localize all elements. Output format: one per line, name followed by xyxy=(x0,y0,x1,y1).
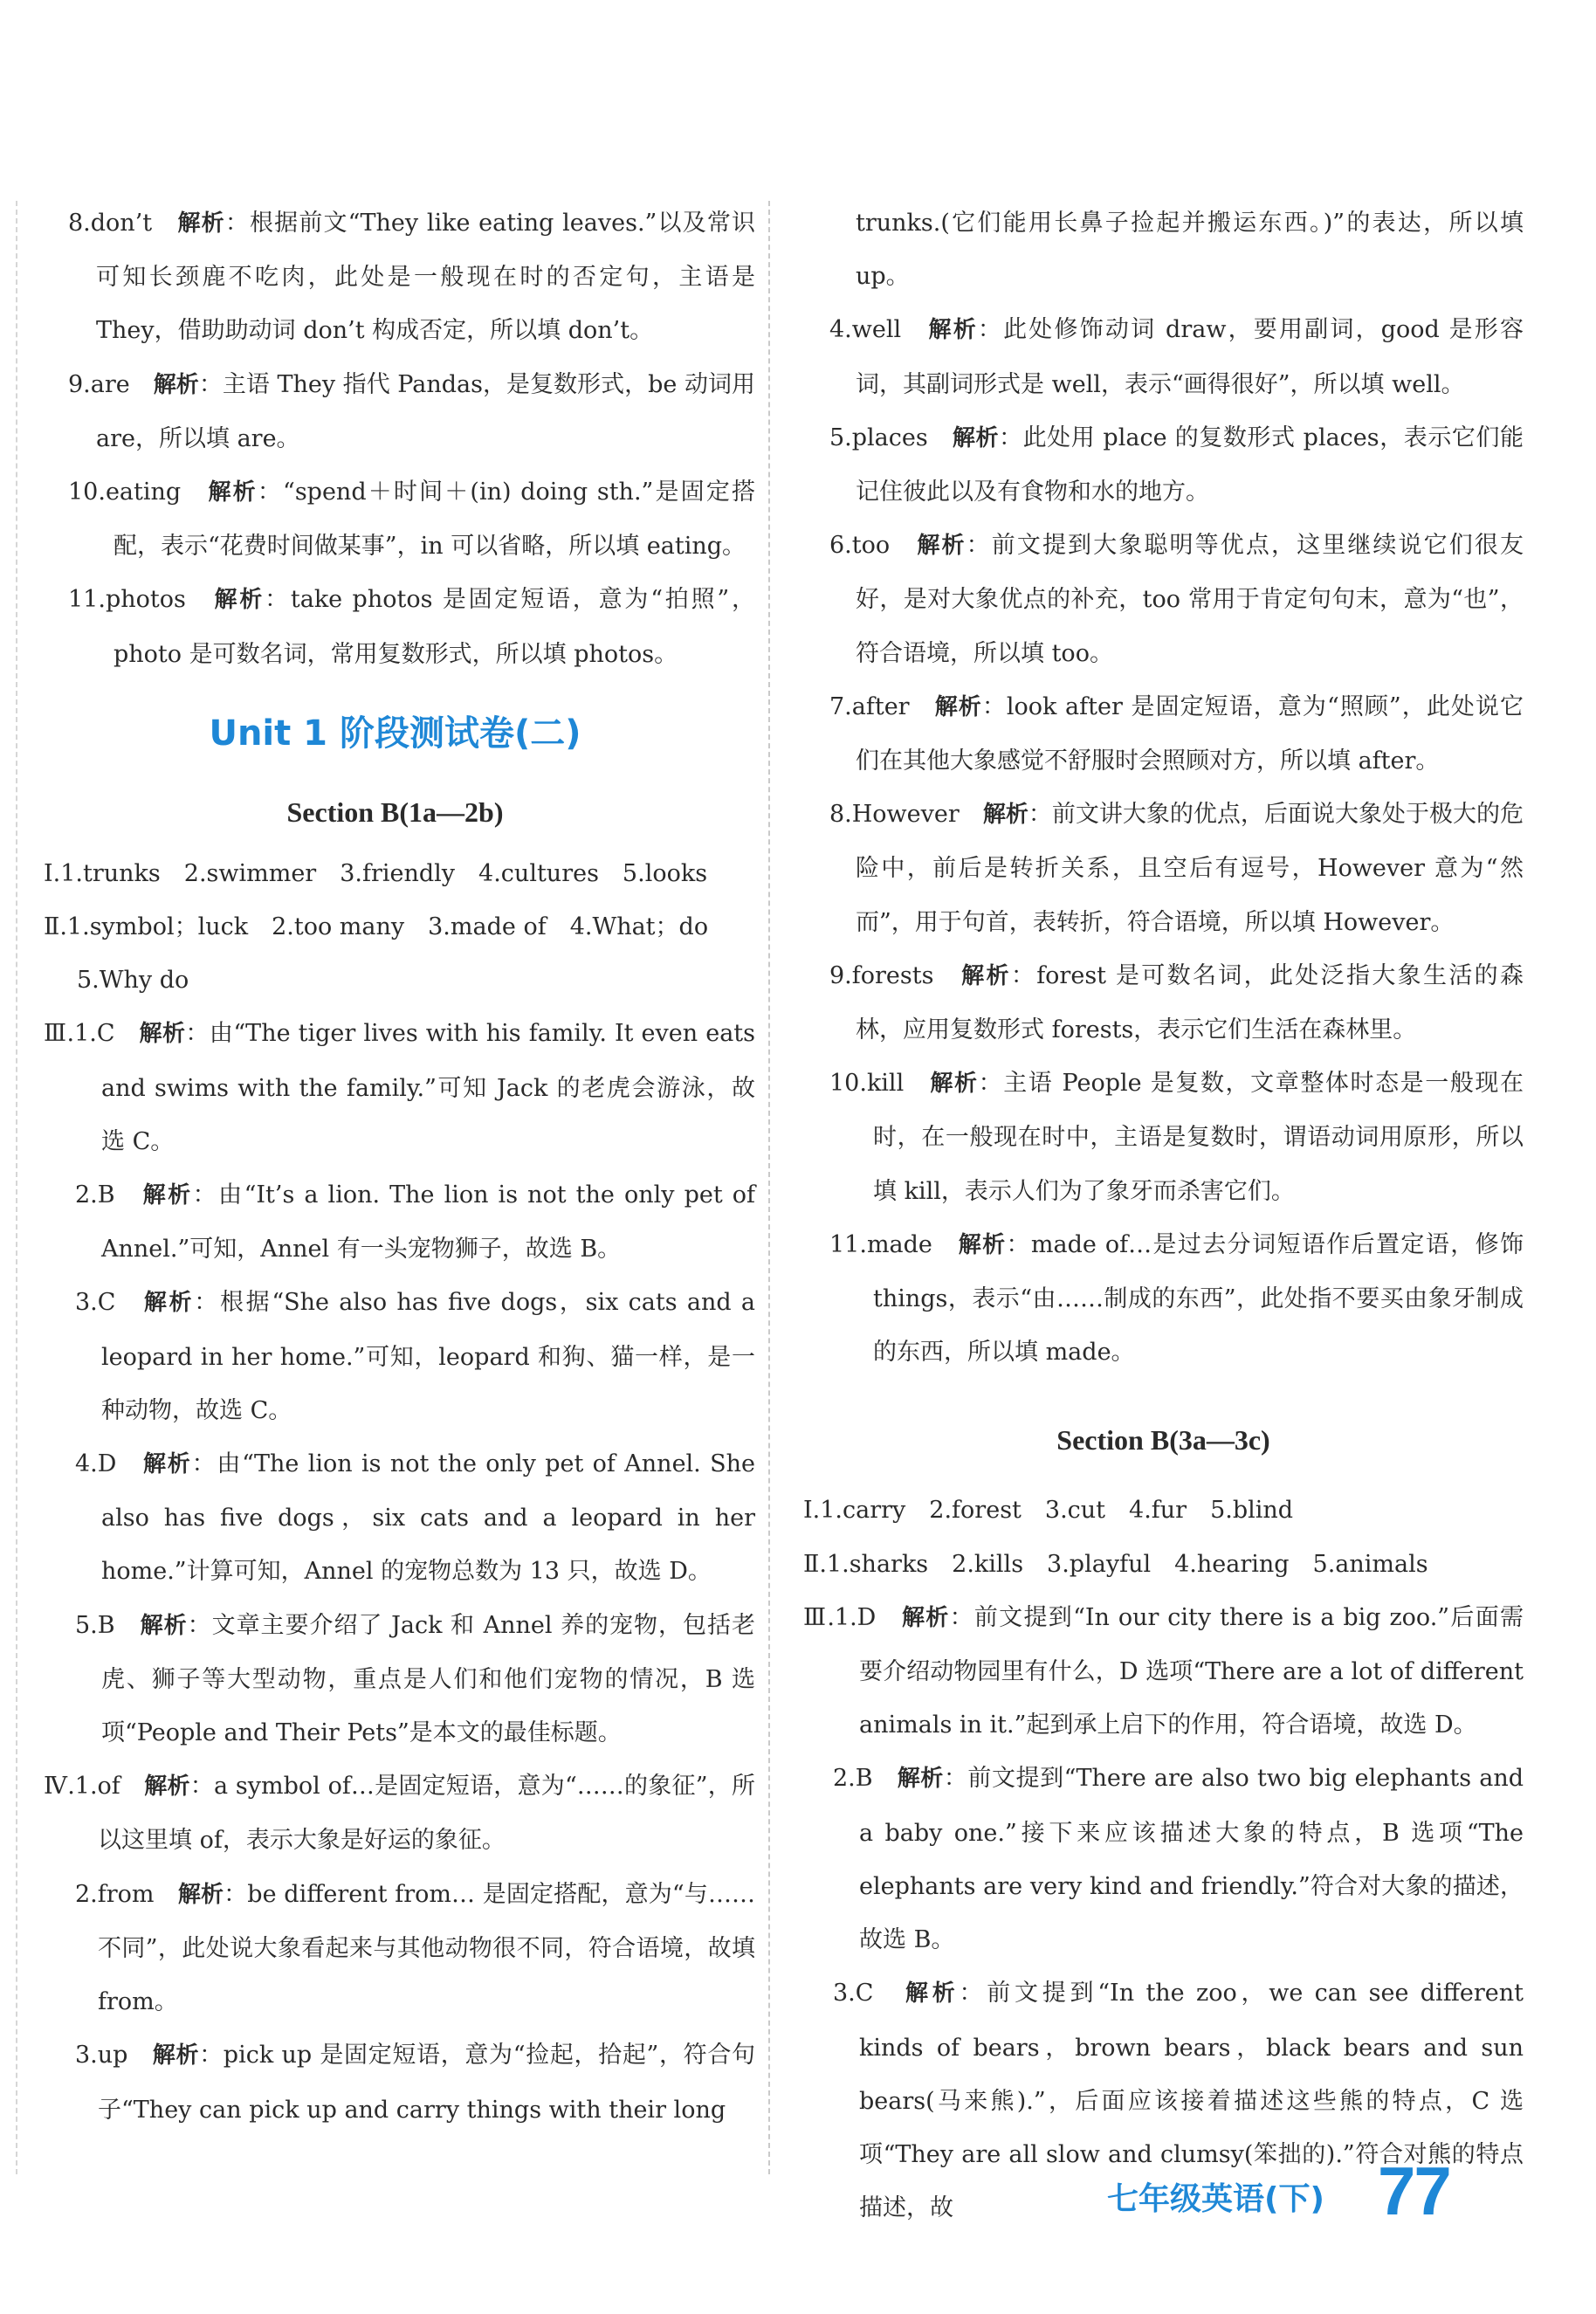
answer-item: 10.kill 解析：主语 People 是复数，文章整体时态是一般现在时，在一般现在时中，主语是复数时，谓语动词用原形，所以填 kill，表示人们为了象牙而杀害它们。 xyxy=(829,1070,1524,1205)
answer-item: Ⅲ.1.C 解析：由“The tiger lives with his family. It even eats and swims with the family.”可知 Jack 的老虎会游泳，故选 C。 xyxy=(44,1020,755,1155)
answer-item: 3.C 解析：根据“She also has five dogs，six cats and a leopard in her home.”可知，leopard 和狗、猫一样，是一种动物，故选 C。 xyxy=(75,1289,755,1424)
part-1-answers: Ⅰ.1.trunks 2.swimmer 3.friendly 4.cultures 5.looks xyxy=(44,859,708,887)
answer-item: 2.B 解析：由“It’s a lion. The lion is not the only pet of Annel.”可知，Annel 有一头宠物狮子，故选 B。 xyxy=(75,1181,756,1264)
section-title: Section B(1a—2b) xyxy=(286,795,504,828)
part-1-answers: Ⅰ.1.carry 2.forest 3.cut 4.fur 5.blind xyxy=(803,1497,1294,1525)
answer-item: 8.don’t 解析：根据前文“They like eating leaves.”以及常识可知长颈鹿不吃肉，此处是一般现在时的否定句，主语是They，借助助动词 don’t 构成否定，所以填 don’t。 xyxy=(68,210,756,345)
answer-item: 8.However 解析：前文讲大象的优点，后面说大象处于极大的危险中，前后是转折关系，且空后有逗号，However 意为“然而”，用于句首，表转折，符合语境，所以填 However。 xyxy=(829,801,1524,936)
right-column xyxy=(803,196,1524,2235)
answer-item: 9.forests 解析：forest 是可数名词，此处泛指大象生活的森林，应用复数形式 forests，表示它们生活在森林里。 xyxy=(829,961,1524,1044)
section-title: Section B(3a—3c) xyxy=(1056,1424,1270,1457)
part-2-answers: Ⅱ.1.sharks 2.kills 3.playful 4.hearing 5.animals xyxy=(803,1550,1428,1578)
answer-item: 5.B 解析：文章主要介绍了 Jack 和 Annel 养的宠物，包括老虎、狮子等大型动物，重点是人们和他们宠物的情况，B 选项“People and Their Pets”是本文的最佳标题。 xyxy=(75,1611,756,1747)
page-number: 77 xyxy=(1378,2152,1450,2229)
part-2-answers: Ⅱ.1.symbol；luck 2.too many 3.made of 4.What；do xyxy=(44,913,709,941)
answer-item: 10.eating 解析：“spend＋时间＋(in) doing sth.”是固定搭配，表示“花费时间做某事”，in 可以省略，所以填 eating。 xyxy=(68,479,755,561)
answer-item: 7.after 解析：look after 是固定短语，意为“照顾”，此处说它们在其他大象感觉不舒服时会照顾对方，所以填 after。 xyxy=(829,692,1524,775)
footer-book-title: 七年级英语(下) xyxy=(1107,2181,1324,2217)
answer-item: 2.B 解析：前文提到“There are also two big elephants and a baby one.”接下来应该描述大象的特点，B 选项“The elephants are very kind and friendly.”符合对大象的描述，故选 B。 xyxy=(833,1765,1524,1954)
answer-item: 2.from 解析：be different from… 是固定搭配，意为“与……不同”，此处说大象看起来与其他动物很不同，符合语境，故填 from。 xyxy=(75,1880,756,2016)
answer-item: 11.made 解析：made of…是过去分词短语作后置定语，修饰 things，表示“由……制成的东西”，此处指不要买由象牙制成的东西，所以填 made。 xyxy=(829,1230,1524,1367)
answer-item: 11.photos 解析：take photos 是固定短语，意为“拍照”，photo 是可数名词，常用复数形式，所以填 photos。 xyxy=(68,586,756,668)
answer-item: 4.well 解析：此处修饰动词 draw，要用副词，good 是形容词，其副词形式是 well，表示“画得很好”，所以填 well。 xyxy=(829,316,1524,398)
answer-item: 9.are 解析：主语 They 指代 Pandas，是复数形式，be 动词用are，所以填 are。 xyxy=(68,370,755,452)
answer-item: 3.C 解析：前文提到“In the zoo，we can see different kinds of bears，brown bears，black bears and sun bears(马来熊).”，后面应该接着描述这些熊的特点，C 选项“They are all slow and clumsy(笨拙的).”符合对熊的特点描述，故 xyxy=(833,1980,1524,2222)
answer-item-continued: trunks.(它们能用长鼻子捡起并搬运东西。)”的表达，所以填 up。 xyxy=(856,210,1524,291)
answer-item: Ⅲ.1.D 解析：前文提到“In our city there is a big zoo.”后面需要介绍动物园里有什么，D 选项“There are a lot of different animals in it.”起到承上启下的作用，符合语境，故选 D。 xyxy=(803,1603,1524,1739)
left-column xyxy=(35,196,755,2137)
column-divider xyxy=(768,201,770,2174)
answer-item: 6.too 解析：前文提到大象聪明等优点，这里继续说它们很友好，是对大象优点的补充，too 常用于肯定句句末，意为“也”，符合语境，所以填 too。 xyxy=(829,532,1524,667)
part-2-answers-cont: 5.Why do xyxy=(77,967,189,995)
left-margin-line xyxy=(16,201,17,2174)
answer-item: 4.D 解析：由“The lion is not the only pet of Annel. She also has five dogs，six cats and a leopard in her home.”计算可知，Annel 的宠物总数为 13 只，故选 D。 xyxy=(75,1450,756,1586)
answer-item: 3.up 解析：pick up 是固定短语，意为“捡起，拾起”，符合句子“They can pick up and carry things with their long xyxy=(75,2042,755,2124)
answer-item: 5.places 解析：此处用 place 的复数形式 places，表示它们能记住彼此以及有食物和水的地方。 xyxy=(829,424,1524,506)
answer-item: Ⅳ.1.of 解析：a symbol of…是固定短语，意为“……的象征”，所以这里填 of，表示大象是好运的象征。 xyxy=(44,1773,755,1855)
unit-title: Unit 1 阶段测试卷(二) xyxy=(209,713,581,754)
